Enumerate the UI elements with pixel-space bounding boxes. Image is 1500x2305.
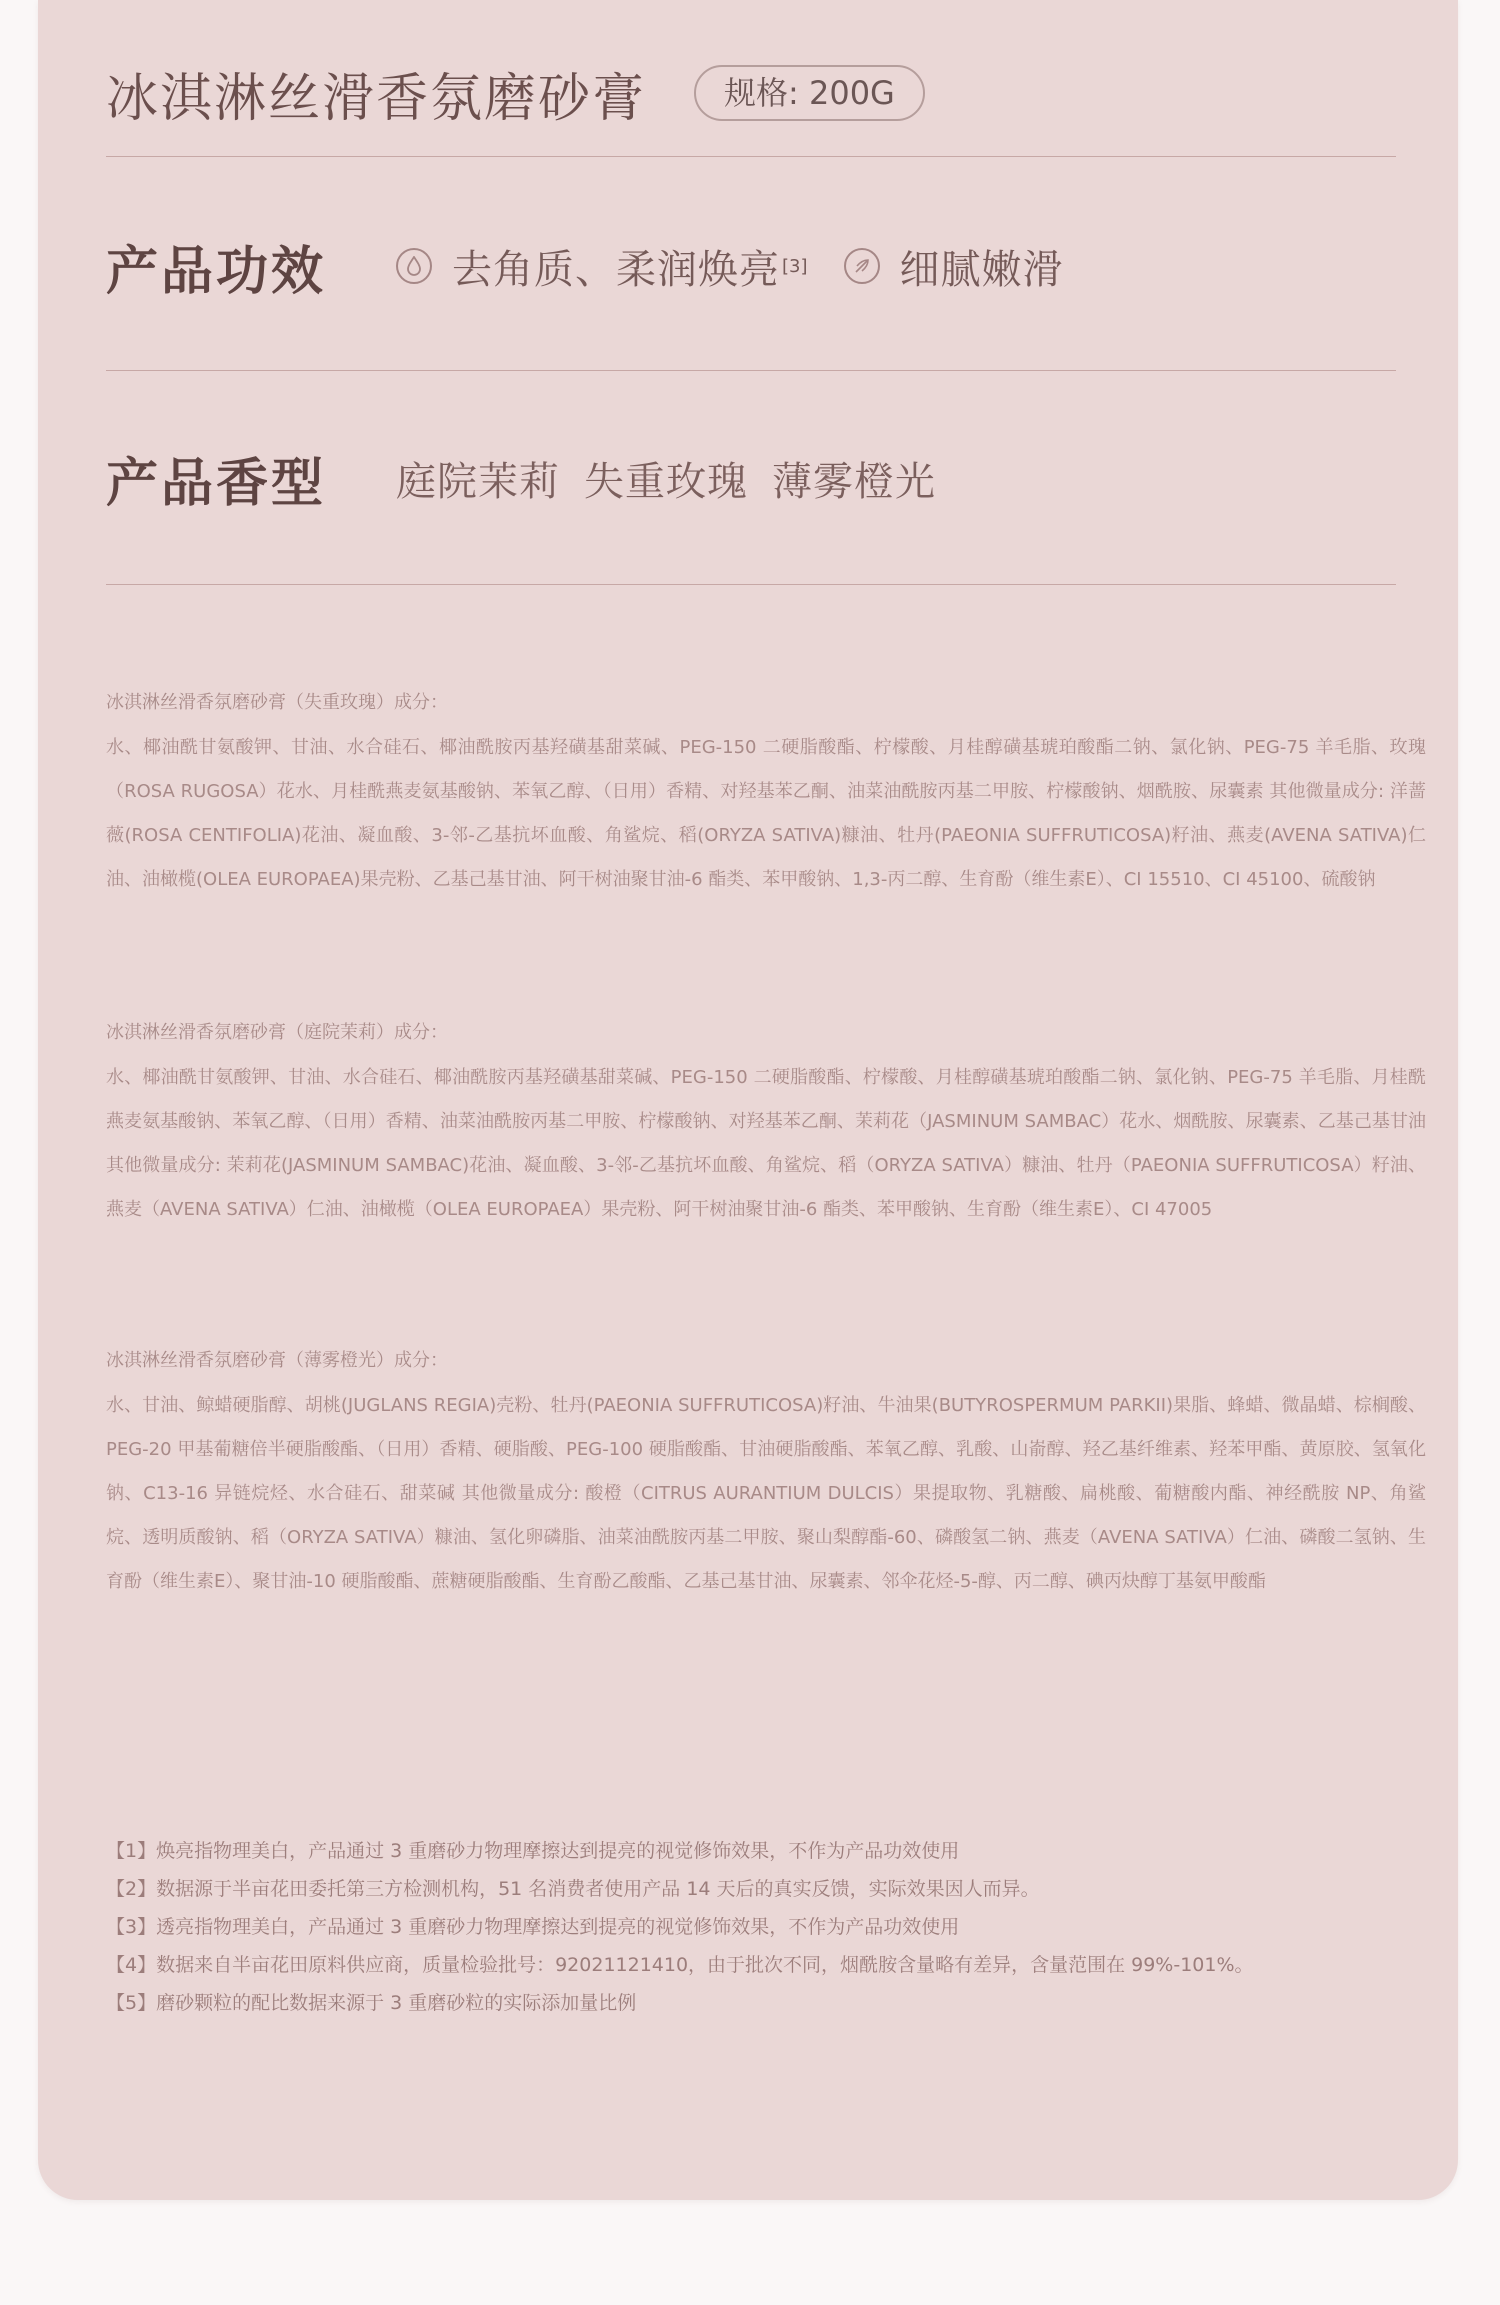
feather-icon (844, 248, 880, 284)
ingredient-heading: 冰淇淋丝滑香氛磨砂膏（薄雾橙光）成分： (106, 1350, 448, 1371)
efficacy-section (106, 226, 1396, 306)
divider (106, 584, 1396, 585)
footnote-ref: [3] (782, 255, 808, 277)
footnote: 【1】焕亮指物理美白，产品通过 3 重磨砂力物理摩擦达到提亮的视觉修饰效果，不作为产品功效使用 (106, 1840, 960, 1862)
effect-text: 去角质、柔润焕亮 (452, 246, 780, 293)
effect-text: 细腻嫩滑 (899, 246, 1064, 293)
effect-item (396, 238, 808, 295)
footnotes (106, 1832, 1426, 2022)
ingredient-block (106, 688, 1426, 902)
product-info-card (38, 0, 1458, 2200)
spec-badge: 规格: 200G (694, 65, 925, 121)
effect-item (844, 238, 1064, 295)
ingredient-block (106, 1018, 1426, 1232)
footnote: 【3】透亮指物理美白，产品通过 3 重磨砂力物理摩擦达到提亮的视觉修饰效果，不作为产品功效使用 (106, 1916, 960, 1938)
scent-name: 失重玫瑰 (584, 458, 748, 505)
ingredient-list: 水、椰油酰甘氨酸钾、甘油、水合硅石、椰油酰胺丙基羟磺基甜菜碱、PEG-150 二硬脂酸酯、柠檬酸、月桂醇磺基琥珀酸酯二钠、氯化钠、PEG-75 羊毛脂、玫瑰（ROSA RUGOSA）花水、月桂酰燕麦氨基酸钠、苯氧乙醇、（日用）香精、对羟基苯乙酮、油菜油酰胺丙基二甲胺、柠檬酸钠、烟酰胺、尿囊素 其他微量成分: 洋蔷薇(ROSA CENTIFOLIA)花油、凝血酸、3-邻-乙基抗坏血酸、角鲨烷、稻(ORYZA SATIVA)糠油、牡丹(PAEONIA SUFFRUTICOSA)籽油、燕麦(AVENA SATIVA)仁油、油橄榄(OLEA EUROPAEA)果壳粉、乙基己基甘油、阿干树油聚甘油-6 酯类、苯甲酸钠、1,3-丙二醇、生育酚（维生素E）、CI 15510、CI 45100、硫酸钠 (106, 737, 1426, 890)
product-title: 冰淇淋丝滑香氛磨砂膏 (106, 68, 647, 129)
footnote: 【5】磨砂颗粒的配比数据来源于 3 重磨砂粒的实际添加量比例 (106, 1992, 637, 2014)
divider (106, 370, 1396, 371)
droplet-icon (396, 248, 432, 284)
fragrance-label: 产品香型 (106, 453, 327, 514)
efficacy-label: 产品功效 (106, 241, 327, 302)
ingredient-block (106, 1346, 1426, 1604)
scent-name: 庭院茉莉 (396, 458, 560, 505)
scent-name: 薄雾橙光 (772, 458, 936, 505)
ingredient-list: 水、甘油、鲸蜡硬脂醇、胡桃(JUGLANS REGIA)壳粉、牡丹(PAEONIA SUFFRUTICOSA)籽油、牛油果(BUTYROSPERMUM PARKII)果脂、蜂蜡、微晶蜡、棕榈酸、PEG-20 甲基葡糖倍半硬脂酸酯、（日用）香精、硬脂酸、PEG-100 硬脂酸酯、甘油硬脂酸酯、苯氧乙醇、乳酸、山嵛醇、羟乙基纤维素、羟苯甲酯、黄原胶、氢氧化钠、C13-16 异链烷烃、水合硅石、甜菜碱 其他微量成分: 酸橙（CITRUS AURANTIUM DULCIS）果提取物、乳糖酸、扁桃酸、葡糖酸内酯、神经酰胺 NP、角鲨烷、透明质酸钠、稻（ORYZA SATIVA）糠油、氢化卵磷脂、油菜油酰胺丙基二甲胺、聚山梨醇酯-60、磷酸氢二钠、燕麦（AVENA SATIVA）仁油、磷酸二氢钠、生育酚（维生素E）、聚甘油-10 硬脂酸酯、蔗糖硬脂酸酯、生育酚乙酸酯、乙基己基甘油、尿囊素、邻伞花烃-5-醇、丙二醇、碘丙炔醇丁基氨甲酸酯 (106, 1395, 1426, 1592)
ingredient-list: 水、椰油酰甘氨酸钾、甘油、水合硅石、椰油酰胺丙基羟磺基甜菜碱、PEG-150 二硬脂酸酯、柠檬酸、月桂醇磺基琥珀酸酯二钠、氯化钠、PEG-75 羊毛脂、月桂酰燕麦氨基酸钠、苯氧乙醇、（日用）香精、油菜油酰胺丙基二甲胺、柠檬酸钠、对羟基苯乙酮、茉莉花（JASMINUM SAMBAC）花水、烟酰胺、尿囊素、乙基己基甘油 其他微量成分: 茉莉花(JASMINUM SAMBAC)花油、凝血酸、3-邻-乙基抗坏血酸、角鲨烷、稻（ORYZA SATIVA）糠油、牡丹（PAEONIA SUFFRUTICOSA）籽油、燕麦（AVENA SATIVA）仁油、油橄榄（OLEA EUROPAEA）果壳粉、阿干树油聚甘油-6 酯类、苯甲酸钠、生育酚（维生素E）、CI 47005 (106, 1067, 1426, 1220)
title-row (106, 58, 925, 128)
ingredient-heading: 冰淇淋丝滑香氛磨砂膏（庭院茉莉）成分： (106, 1022, 448, 1043)
footnote: 【4】数据来自半亩花田原料供应商，质量检验批号：92021121410，由于批次不同，烟酰胺含量略有差异，含量范围在 99%-101%。 (106, 1954, 1254, 1976)
footnote: 【2】数据源于半亩花田委托第三方检测机构，51 名消费者使用产品 14 天后的真实反馈，实际效果因人而异。 (106, 1878, 1040, 1900)
ingredient-heading: 冰淇淋丝滑香氛磨砂膏（失重玫瑰）成分： (106, 692, 448, 713)
divider (106, 156, 1396, 157)
fragrance-section (106, 438, 1396, 518)
